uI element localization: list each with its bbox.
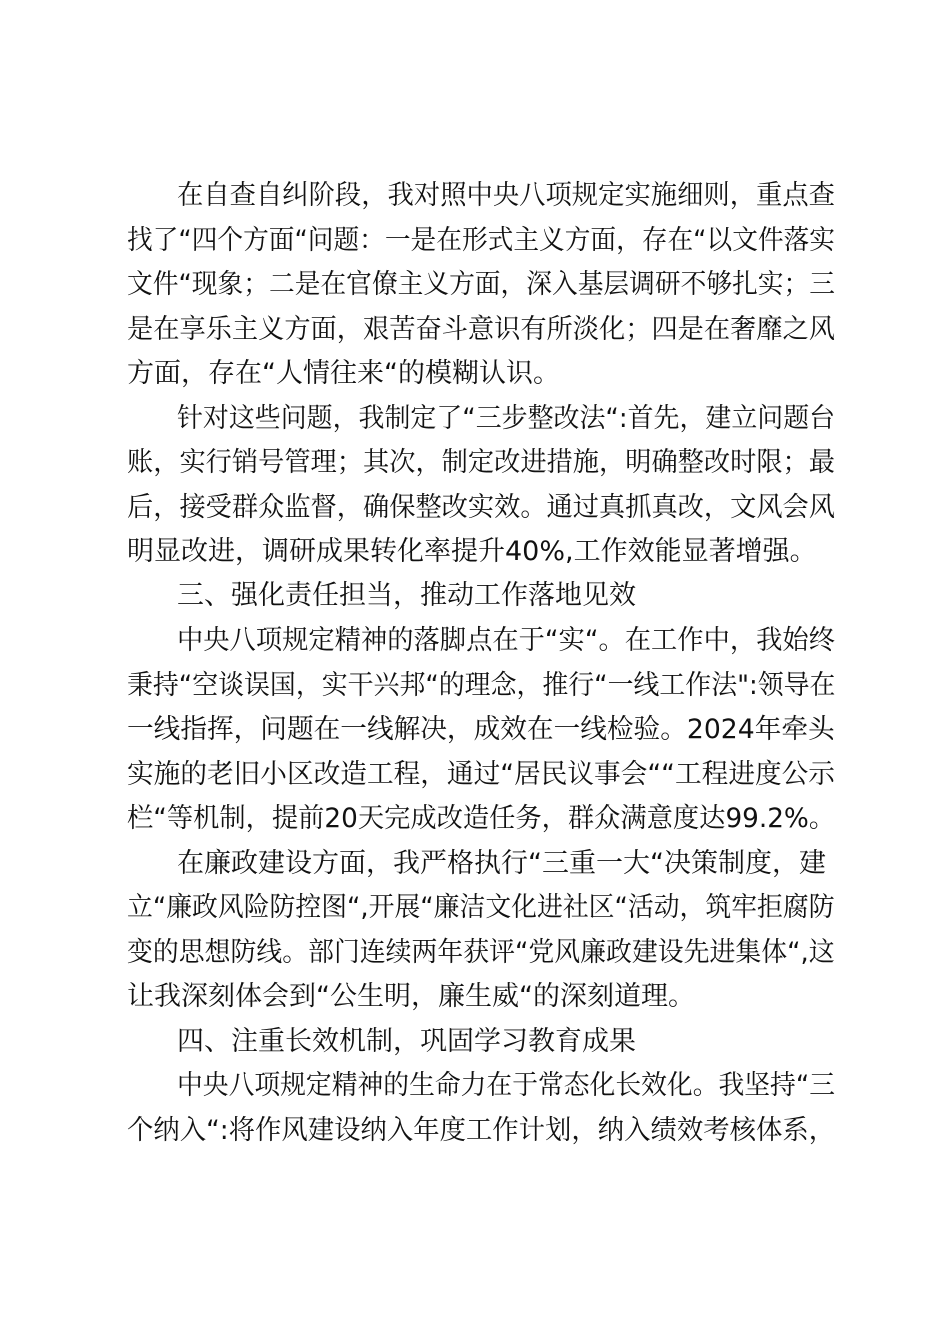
paragraph-line: 账，实行销号管理；其次，制定改进措施，明确整改时限；最 xyxy=(127,447,835,478)
paragraph-line: 栏“等机制，提前20天完成改造任务，群众满意度达99.2%。 xyxy=(127,803,836,834)
paragraph-line: 明显改进，调研成果转化率提升40%,工作效能显著增强。 xyxy=(127,536,817,567)
paragraph-line: 个纳入“:将作风建设纳入年度工作计划，纳入绩效考核体系， xyxy=(127,1115,836,1146)
paragraph-line: 一线指挥，问题在一线解决，成效在一线检验。2024年牵头 xyxy=(127,714,835,745)
paragraph-line: 秉持“空谈误国，实干兴邦“的理念，推行“一线工作法":领导在 xyxy=(127,670,836,701)
paragraph-line: 让我深刻体会到“公生明，廉生威“的深刻道理。 xyxy=(127,981,695,1012)
paragraph-line: 在自查自纠阶段，我对照中央八项规定实施细则，重点查 xyxy=(177,180,835,211)
paragraph-line: 文件“现象；二是在官僚主义方面，深入基层调研不够扎实；三 xyxy=(127,269,835,300)
paragraph-line: 实施的老旧小区改造工程，通过“居民议事会““工程进度公示 xyxy=(127,759,835,790)
paragraph-line: 找了“四个方面“问题：一是在形式主义方面，存在“以文件落实 xyxy=(127,225,835,256)
paragraph-line: 变的思想防线。部门连续两年获评“党风廉政建设先进集体“,这 xyxy=(127,937,835,968)
paragraph-line: 立“廉政风险防控图“,开展“廉洁文化进社区“活动，筑牢拒腐防 xyxy=(127,892,835,923)
section-heading: 四、注重长效机制，巩固学习教育成果 xyxy=(177,1026,636,1057)
paragraph-line: 中央八项规定精神的落脚点在于“实“。在工作中，我始终 xyxy=(177,625,835,656)
paragraph-line: 针对这些问题，我制定了“三步整改法“:首先，建立问题台 xyxy=(177,403,836,434)
paragraph-line: 在廉政建设方面，我严格执行“三重一大“决策制度，建 xyxy=(177,848,826,879)
paragraph-line: 是在享乐主义方面，艰苦奋斗意识有所淡化；四是在奢靡之风 xyxy=(127,314,835,345)
paragraph-line: 后，接受群众监督，确保整改实效。通过真抓真改，文风会风 xyxy=(127,492,835,523)
section-heading: 三、强化责任担当，推动工作落地见效 xyxy=(177,580,636,611)
paragraph-line: 中央八项规定精神的生命力在于常态化长效化。我坚持“三 xyxy=(177,1070,835,1101)
paragraph-line: 方面，存在“人情往来“的模糊认识。 xyxy=(127,358,560,389)
